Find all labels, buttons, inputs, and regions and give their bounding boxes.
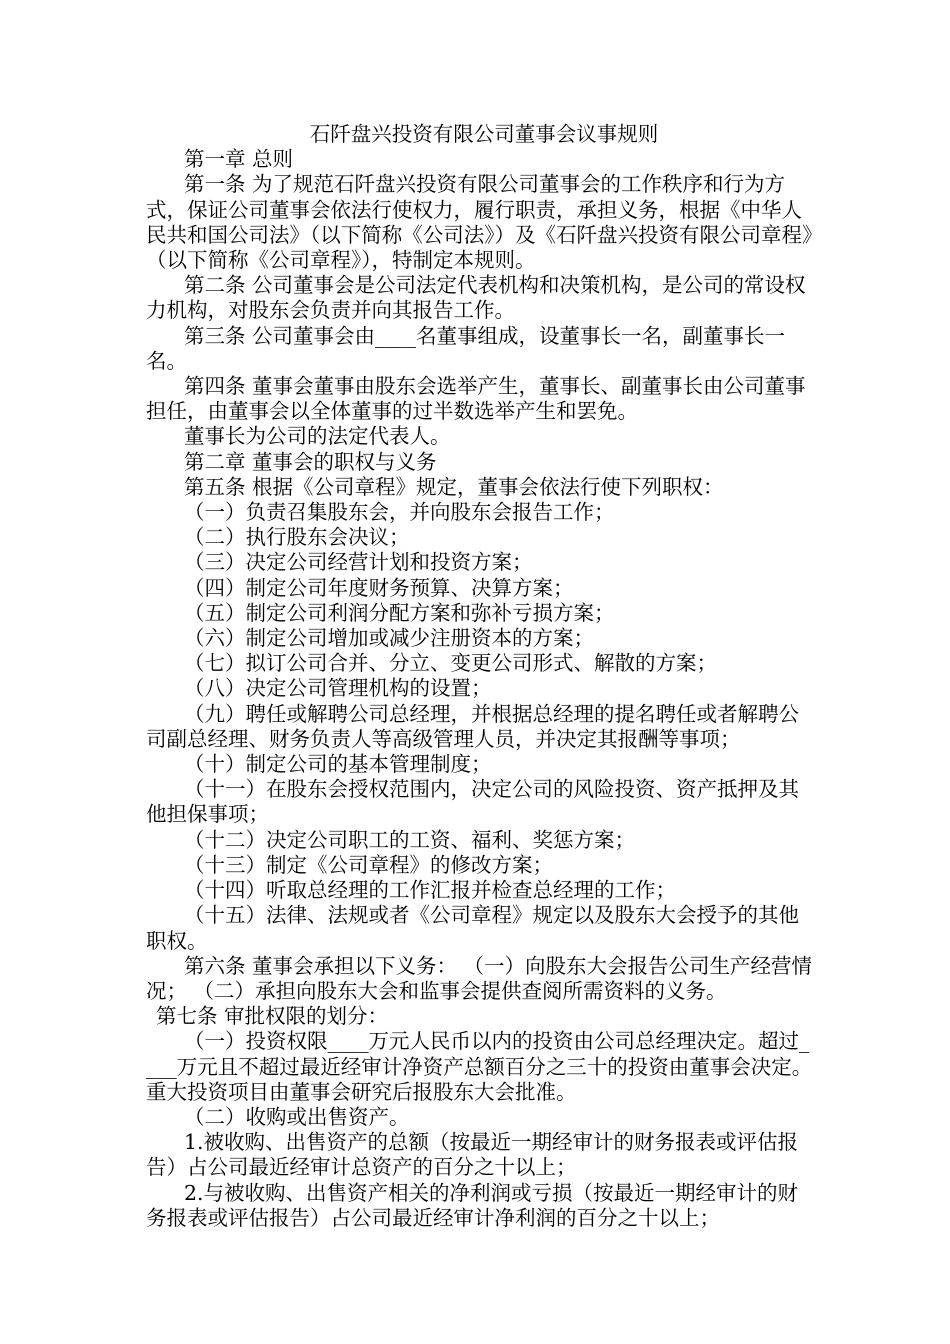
paragraph: （十三）制定《公司章程》的修改方案； [184,852,553,877]
paragraph: （五）制定公司利润分配方案和弥补亏损方案； [184,600,615,625]
paragraph: （七）拟订公司合并、分立、变更公司形式、解散的方案； [184,651,717,676]
paragraph: （十）制定公司的基本管理制度； [184,752,492,777]
paragraph: 2.与被收购、出售资产相关的净利润或亏损（按最近一期经审计的财务报表或评估报告）占公司最近经审计净利润的百分之十以上； [146,1180,799,1230]
paragraph: （八）决定公司管理机构的设置； [184,676,492,701]
paragraph: （九）聘任或解聘公司总经理，并根据总经理的提名聘任或者解聘公司副总经理、财务负责人等高级管理人员，并决定其报酬等事项； [146,701,799,751]
paragraph: （十五）法律、法规或者《公司章程》规定以及股东大会授予的其他职权。 [146,903,799,953]
paragraph: 第二章 董事会的职权与义务 [184,449,437,474]
paragraph: 第三条 公司董事会由____名董事组成，设董事长一名，副董事长一名。 [146,323,786,373]
paragraph: 第五条 根据《公司章程》规定，董事会依法行使下列职权： [184,474,724,499]
paragraph: 1.被收购、出售资产的总额（按最近一期经审计的财务报表或评估报告）占公司最近经审计总资产的百分之十以上； [146,1130,799,1180]
paragraph: 第七条 审批权限的划分： [156,1004,389,1029]
paragraph: （二）收购或出售资产。 [184,1104,410,1129]
paragraph: 第四条 董事会董事由股东会选举产生，董事长、副董事长由公司董事担任，由董事会以全体董事的过半数选举产生和罢免。 [146,374,806,424]
paragraph: （一）负责召集股东会，并向股东会报告工作； [184,500,615,525]
paragraph: （十一）在股东会授权范围内，决定公司的风险投资、资产抵押及其他担保事项； [146,777,799,827]
paragraph: （四）制定公司年度财务预算、决算方案； [184,575,574,600]
paragraph: 第二条 公司董事会是公司法定代表机构和决策机构，是公司的常设权力机构，对股东会负责并向其报告工作。 [146,273,806,323]
paragraph-list [146,147,816,1231]
paragraph: （六）制定公司增加或减少注册资本的方案； [184,626,594,651]
document-body [146,122,816,1231]
paragraph: （十四）听取总经理的工作汇报并检查总经理的工作； [184,878,676,903]
paragraph: 第一章 总则 [184,147,294,172]
document-title: 石阡盘兴投资有限公司董事会议事规则 [309,122,659,146]
paragraph: （二）执行股东会决议； [184,525,410,550]
paragraph: （三）决定公司经营计划和投资方案； [184,550,533,575]
paragraph: （一）投资权限____万元人民币以内的投资由公司总经理决定。超过____万元且不超过最近经审计净资产总额百分之三十的投资由董事会决定。重大投资项目由董事会研究后报股东大会批准。 [146,1029,813,1104]
paragraph: 董事长为公司的法定代表人。 [184,424,451,449]
paragraph: 第六条 董事会承担以下义务： （一）向股东大会报告公司生产经营情况； （二）承担向股东大会和监事会提供查阅所需资料的义务。 [146,953,813,1003]
paragraph: （十二）决定公司职工的工资、福利、奖惩方案； [184,827,635,852]
paragraph: 第一条 为了规范石阡盘兴投资有限公司董事会的工作秩序和行为方式，保证公司董事会依法行使权力，履行职责，承担义务，根据《中华人民共和国公司法》（以下简称《公司法》）及《石阡盘兴投资有限公司章程》（以下简称《公司章程》），特制定本规则。 [146,172,813,273]
